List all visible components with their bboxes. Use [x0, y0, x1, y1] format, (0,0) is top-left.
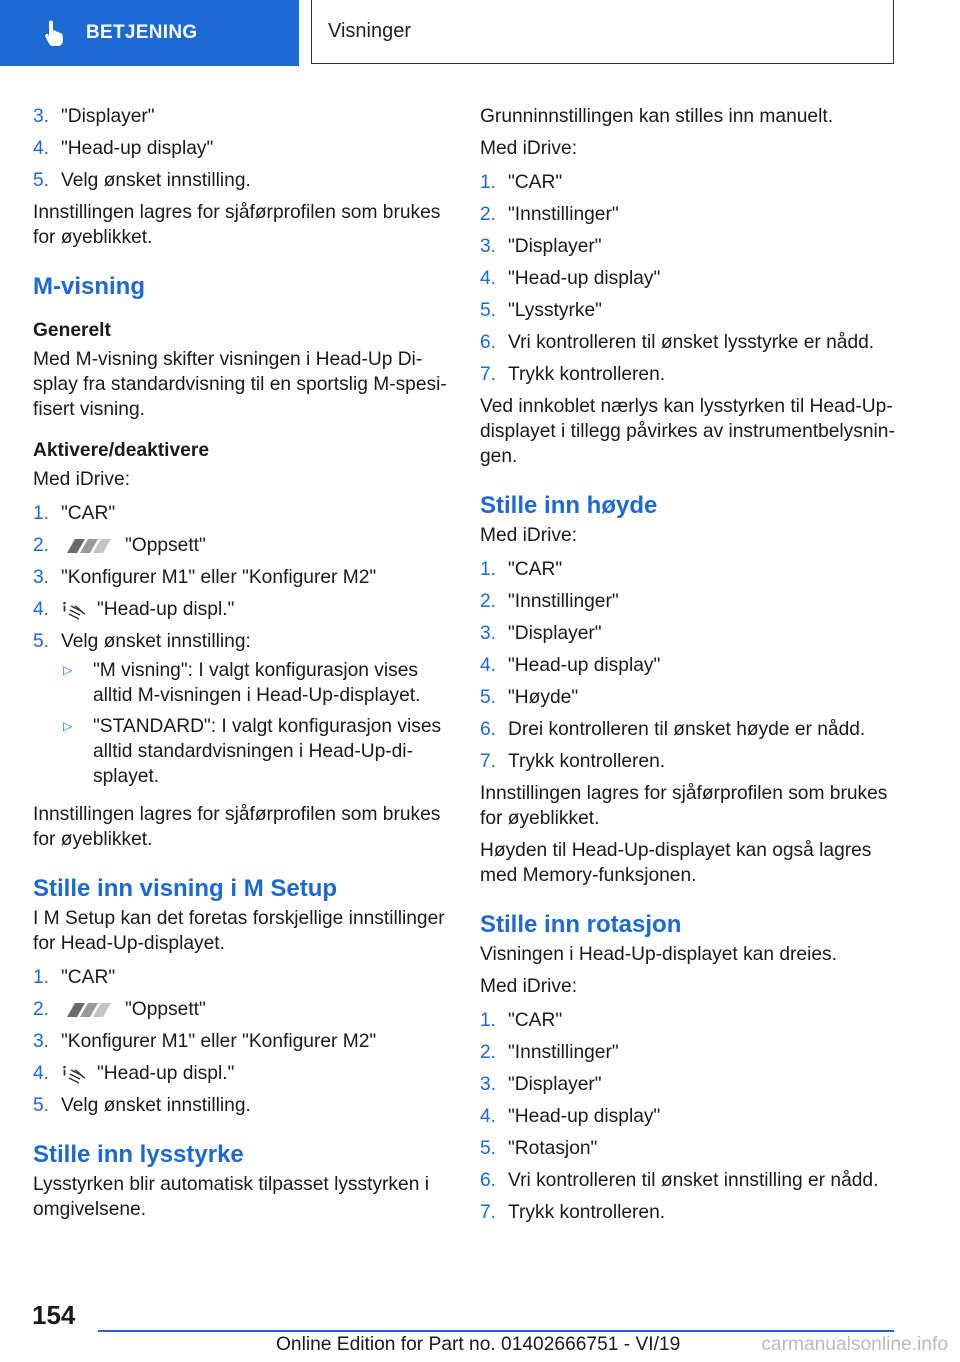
subheading-aktivere: Aktivere/deaktivere	[33, 440, 209, 461]
list-item	[480, 749, 895, 774]
step-number: 2.	[480, 591, 497, 612]
step-number: 5.	[33, 170, 50, 191]
paragraph: Høyden til Head-Up-displayet kan også lagres med Memory-funksjonen.	[480, 840, 872, 886]
step-text: "CAR"	[61, 503, 116, 524]
list-item	[480, 202, 895, 227]
triangle-bullet-icon: ▷	[63, 719, 73, 733]
sub-item-text: "STANDARD": I valgt konfigurasjon vises alltid standardvisningen i Head-Up-displayet.	[93, 716, 442, 787]
list-item	[33, 1029, 448, 1054]
step-number: 7.	[480, 1202, 497, 1223]
step-text: "Displayer"	[508, 236, 602, 257]
step-number: 2.	[33, 999, 50, 1020]
step-number: 4.	[33, 1063, 50, 1084]
paragraph: Med M-visning skifter visningen i Head-Up Display fra standardvisning til en sportslig M-spesifisert visning.	[33, 349, 447, 420]
step-text: "Displayer"	[508, 1074, 602, 1095]
step-text: "CAR"	[508, 1010, 563, 1031]
list-item	[33, 629, 448, 795]
step-number: 5.	[480, 1138, 497, 1159]
step-text: Trykk kontrolleren.	[508, 364, 666, 385]
step-number: 4.	[480, 1106, 497, 1127]
paragraph: Med iDrive:	[480, 525, 578, 546]
paragraph: Innstillingen lagres for sjåførprofilen som brukes for øyeblikket.	[33, 804, 441, 850]
list-item	[480, 589, 895, 614]
step-text: "Rotasjon"	[508, 1138, 598, 1159]
paragraph: Lysstyrken blir automatisk tilpasset lysstyrken i omgivelsene.	[33, 1174, 429, 1220]
step-number: 1.	[480, 172, 497, 193]
list-item	[480, 234, 895, 259]
step-text: Trykk kontrolleren.	[508, 751, 666, 772]
step-text: "Innstillinger"	[508, 591, 619, 612]
section-heading-hoyde: Stille inn høyde	[480, 492, 658, 519]
step-number: 3.	[33, 567, 50, 588]
paragraph: Innstillingen lagres for sjåførprofilen som brukes for øyeblikket.	[480, 783, 888, 829]
step-number: 4.	[33, 138, 50, 159]
step-number: 2.	[480, 1042, 497, 1063]
step-number: 3.	[33, 1031, 50, 1052]
step-text: "Innstillinger"	[508, 1042, 619, 1063]
step-text: Velg ønsket innstilling:	[61, 631, 251, 652]
step-text: Velg ønsket innstilling.	[61, 1095, 251, 1116]
step-text: Vri kontrolleren til ønsket innstilling er nådd.	[508, 1170, 879, 1191]
step-number: 3.	[33, 106, 50, 127]
paragraph: Visningen i Head-Up-displayet kan dreies.	[480, 944, 837, 965]
step-number: 2.	[480, 204, 497, 225]
paragraph: Grunninnstillingen kan stilles inn manuelt.	[480, 106, 834, 127]
step-number: 7.	[480, 751, 497, 772]
subheading-generelt: Generelt	[33, 320, 111, 341]
m-stripes-icon	[61, 1001, 117, 1019]
list-item	[480, 170, 895, 195]
page-header	[0, 0, 960, 66]
step-text: "Oppsett"	[125, 999, 206, 1020]
head-up-display-icon	[61, 1064, 89, 1084]
step-number: 1.	[33, 503, 50, 524]
sub-list-item	[61, 658, 448, 708]
step-text: "CAR"	[61, 967, 116, 988]
step-number: 5.	[33, 1095, 50, 1116]
list-item	[33, 1093, 448, 1118]
steps-list-d	[480, 170, 895, 387]
footer-divider	[98, 1330, 894, 1332]
list-item	[33, 136, 448, 161]
watermark: carmanualsonline.info	[761, 1334, 948, 1355]
sub-item-text: "M visning": I valgt konfigurasjon vises alltid M-visningen i Head-Up-displayet.	[93, 660, 421, 706]
step-text: "Høyde"	[508, 687, 579, 708]
hand-pointer-icon	[40, 19, 68, 47]
list-item	[480, 266, 895, 291]
step-number: 3.	[480, 1074, 497, 1095]
step-number: 4.	[33, 599, 50, 620]
step-number: 4.	[480, 655, 497, 676]
list-item	[480, 1072, 895, 1097]
list-item	[480, 557, 895, 582]
list-item	[33, 965, 448, 990]
step-text: "Head-up displ."	[97, 599, 235, 620]
list-item	[480, 685, 895, 710]
step-number: 7.	[480, 364, 497, 385]
step-number: 1.	[33, 967, 50, 988]
step-text: Vri kontrolleren til ønsket lysstyrke er nådd.	[508, 332, 875, 353]
list-item	[480, 1040, 895, 1065]
step-text: "Konfigurer M1" eller "Konfigurer M2"	[61, 1031, 377, 1052]
steps-list-b	[33, 501, 448, 795]
list-item	[480, 1200, 895, 1225]
list-item	[480, 717, 895, 742]
step-text: "Konfigurer M1" eller "Konfigurer M2"	[61, 567, 377, 588]
step-text: "CAR"	[508, 559, 563, 580]
list-item	[480, 1136, 895, 1161]
right-column	[480, 104, 895, 1232]
section-heading-m-setup: Stille inn visning i M Setup	[33, 875, 338, 902]
list-item	[33, 1061, 448, 1086]
step-number: 3.	[480, 236, 497, 257]
list-item	[480, 330, 895, 355]
step-number: 6.	[480, 719, 497, 740]
step-number: 5.	[33, 631, 50, 652]
step-text: "Head-up display"	[508, 268, 661, 289]
paragraph: Ved innkoblet nærlys kan lysstyrken til Head-Up-displayet i tillegg påvirkes av instrumentbelysningen.	[480, 396, 895, 467]
list-item	[33, 501, 448, 526]
section-heading-rotasjon: Stille inn rotasjon	[480, 911, 682, 938]
step-text: "Head-up display"	[508, 1106, 661, 1127]
steps-list-a	[33, 104, 448, 193]
paragraph: Innstillingen lagres for sjåførprofilen som brukes for øyeblikket.	[33, 202, 441, 248]
step-text: Velg ønsket innstilling.	[61, 170, 251, 191]
list-item	[33, 168, 448, 193]
paragraph: Med iDrive:	[480, 976, 578, 997]
step-number: 4.	[480, 268, 497, 289]
step-number: 6.	[480, 1170, 497, 1191]
step-text: "Head-up displ."	[97, 1063, 235, 1084]
step-text: "Oppsett"	[125, 535, 206, 556]
paragraph: Med iDrive:	[480, 138, 578, 159]
step-number: 5.	[480, 687, 497, 708]
sub-list	[61, 658, 448, 789]
list-item	[33, 597, 448, 622]
step-text: "Head-up display"	[61, 138, 214, 159]
head-up-display-icon	[61, 600, 89, 620]
chapter-tab-visninger[interactable]	[311, 0, 894, 64]
step-number: 5.	[480, 300, 497, 321]
step-text: Trykk kontrolleren.	[508, 1202, 666, 1223]
paragraph: Med iDrive:	[33, 469, 131, 490]
list-item	[33, 104, 448, 129]
step-text: "Head-up display"	[508, 655, 661, 676]
step-number: 3.	[480, 623, 497, 644]
list-item	[480, 621, 895, 646]
left-column	[33, 104, 448, 1229]
step-number: 6.	[480, 332, 497, 353]
list-item	[480, 1008, 895, 1033]
sub-list-item	[61, 714, 448, 789]
section-heading-m-visning: M-visning	[33, 273, 145, 300]
list-item	[480, 298, 895, 323]
m-stripes-icon	[61, 537, 117, 555]
list-item	[480, 1104, 895, 1129]
step-number: 1.	[480, 559, 497, 580]
step-text: "Displayer"	[508, 623, 602, 644]
step-text: "Innstillinger"	[508, 204, 619, 225]
step-number: 1.	[480, 1010, 497, 1031]
steps-list-e	[480, 557, 895, 774]
step-text: "Displayer"	[61, 106, 155, 127]
list-item	[33, 533, 448, 558]
list-item	[480, 362, 895, 387]
list-item	[33, 565, 448, 590]
steps-list-c	[33, 965, 448, 1118]
section-tab-betjening[interactable]	[0, 0, 299, 66]
list-item	[480, 1168, 895, 1193]
step-text: "CAR"	[508, 172, 563, 193]
step-text: "Lysstyrke"	[508, 300, 602, 321]
list-item	[480, 653, 895, 678]
triangle-bullet-icon: ▷	[63, 663, 73, 677]
edition-note: Online Edition for Part no. 01402666751 - VI/19	[276, 1334, 681, 1355]
step-text: Drei kontrolleren til ønsket høyde er nådd.	[508, 719, 866, 740]
step-number: 2.	[33, 535, 50, 556]
paragraph: I M Setup kan det foretas forskjellige innstillinger for Head-Up-displayet.	[33, 908, 445, 954]
page-number: 154	[32, 1300, 76, 1330]
section-tab-label: BETJENING	[86, 22, 198, 43]
steps-list-f	[480, 1008, 895, 1225]
chapter-tab-label: Visninger	[328, 20, 412, 42]
list-item	[33, 997, 448, 1022]
section-heading-lysstyrke: Stille inn lysstyrke	[33, 1141, 244, 1168]
